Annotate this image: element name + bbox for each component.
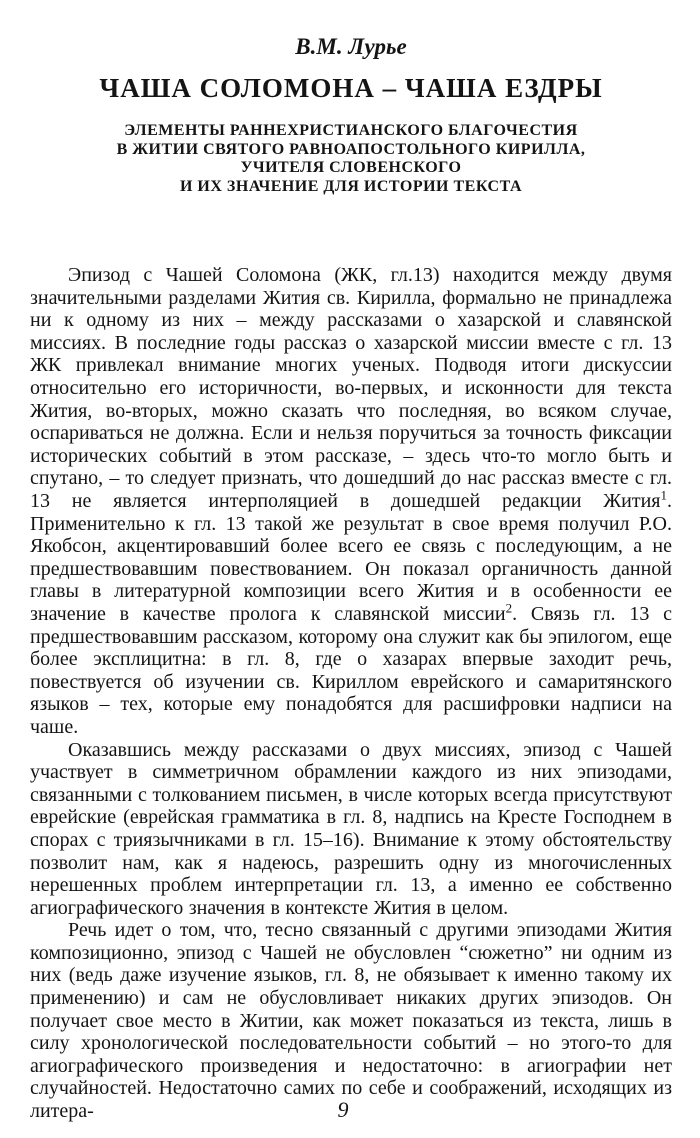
subtitle-line-4: И ИХ ЗНАЧЕНИЕ ДЛЯ ИСТОРИИ ТЕКСТА (179, 177, 523, 195)
subtitle-line-2: В ЖИТИИ СВЯТОГО РАВНОАПОСТОЛЬНОГО КИРИЛЛА, (116, 140, 586, 158)
paragraph-1-text-c: . Связь гл. 13 с предшествовавшим рассказом, которому она служит как бы эпилогом, еще более эксплицитна: в гл. 8, где о хазарах впервые заходит речь, повествуется об изучении св. Кириллом еврейского и самаритянского языков – тех, которые ему понадобятся для расшифровки надписи на чаше. (30, 602, 672, 738)
paragraph-3 (30, 919, 672, 1122)
body-text (30, 264, 672, 1123)
author-line: В.М. Лурье (295, 34, 407, 59)
paragraph-2 (30, 739, 672, 920)
paragraph-1-text-b: . Применительно к гл. 13 такой же результат в свое время получил Р.О. Якобсон, акцентировавший более всего ее связь с последующим, а не предшествовавшим повествованием. Он показал органичность данной главы в литературной композиции всего Жития и в особенности ее значение в качестве пролога к славянской миссии (30, 490, 672, 625)
paragraph-1-text-a: Эпизод с Чашей Соломона (ЖК, гл.13) находится между двумя значительными разделами Жития св. Кирилла, формально не принадлежа ни к одному из них – между рассказами о хазарской и славянской миссиях. В последние годы рассказ о хазарской миссии вместе с гл. 13 ЖК привлекал внимание многих ученых. Подводя итоги дискуссии относительно его историчности, во-первых, и исконности для текста Жития, во-вторых, можно сказать что последняя, во всяком случае, оспариваться не должна. Если и нельзя поручиться за точность фиксации исторических событий в этом рассказе, – здесь что-то могло быть и спутано, – то следует признать, что дошедший до нас рассказ вместе с гл. 13 не является интерполяцией в дошедшей редакции Жития (30, 264, 672, 513)
article-title: ЧАША СОЛОМОНА – ЧАША ЕЗДРЫ (99, 73, 603, 103)
paragraph-1 (30, 264, 672, 738)
footnote-ref-1: 1 (660, 487, 667, 503)
paragraph-3-text: Речь идет о том, что, тесно связанный с другими эпизодами Жития композиционно, эпизод с Чашей не обусловлен “сюжетно” ни одним из них (ведь даже изучение языков, гл. 8, не обязывает к именно такому их применению) и сам не обусловливает никаких других эпизодов. Он получает свое место в Житии, как может показаться из текста, лишь в силу хронологической последовательности событий – но этого-то для агиографического произведения и недостаточно: в агиографии нет случайностей. Недостаточно самих по себе и соображений, исходящих из литера- (30, 919, 672, 1123)
paragraph-2-text: Оказавшись между рассказами о двух миссиях, эпизод с Чашей участвует в симметричном обрамлении каждого из них эпизодами, связанными с толкованием письмен, в числе которых всегда присутствуют еврейские (еврейская грамматика в гл. 8, надпись на Кресте Господнем в спорах с триязычниками в гл. 15–16). Внимание к этому обстоятельству позволит нам, как я надеюсь, разрешить одну из многочисленных нерешенных проблем интерпретации гл. 13, а именно ее собственно агиографического значения в контексте Жития в целом. (30, 738, 672, 919)
subtitle-line-1: ЭЛЕМЕНТЫ РАННЕХРИСТИАНСКОГО БЛАГОЧЕСТИЯ (124, 122, 578, 140)
page-number: 9 (337, 1097, 349, 1122)
article-subtitle (30, 122, 672, 196)
subtitle-line-3: УЧИТЕЛЯ СЛОВЕНСКОГО (240, 159, 462, 177)
footnote-ref-2: 2 (505, 600, 513, 616)
